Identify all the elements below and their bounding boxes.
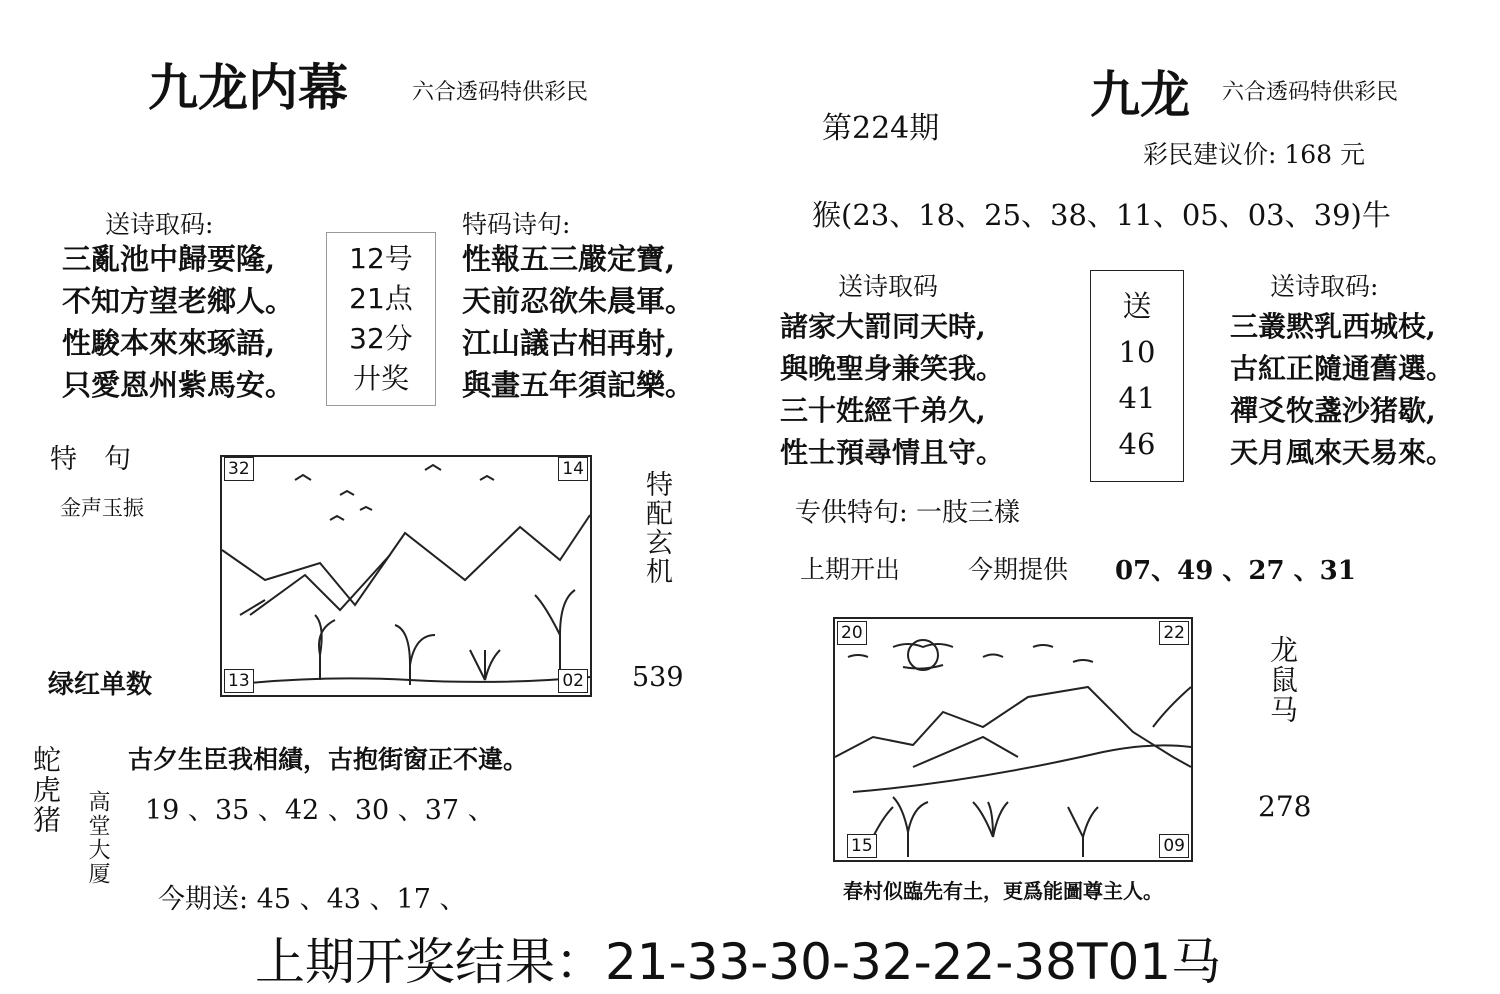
picture-corner-number: 22 bbox=[1159, 621, 1189, 645]
left-poem1-line: 三亂池中歸要隆, bbox=[62, 242, 276, 276]
right-poem2-heading: 送诗取码: bbox=[1270, 272, 1379, 301]
left-poem1-line: 只愛恩州紫馬安。 bbox=[62, 368, 295, 402]
right-landscape-picture bbox=[833, 617, 1193, 862]
right-poem2-line: 三叢黙乳西城枝, bbox=[1230, 310, 1436, 343]
left-draw-info-box bbox=[326, 232, 436, 406]
right-poem1-line: 性士預尋情且守。 bbox=[780, 436, 1005, 469]
right-caption: 春村似臨先有土，更爲能圖尊主人。 bbox=[843, 879, 1163, 903]
landscape-drawing bbox=[833, 617, 1193, 862]
left-special-heading: 特 句 bbox=[50, 444, 131, 475]
left-landscape-picture bbox=[220, 455, 592, 697]
left-poem2 bbox=[462, 242, 695, 413]
send-number: 10 bbox=[1118, 335, 1156, 369]
last-issue-label: 上期开出 bbox=[800, 555, 901, 584]
right-poem1-line: 三十姓經千弟久, bbox=[780, 394, 986, 427]
send-number: 41 bbox=[1118, 381, 1156, 415]
left-poem2-line: 天前忍欲朱晨軍。 bbox=[462, 284, 695, 318]
right-poem1-line: 諸家大罰同天時, bbox=[780, 310, 986, 343]
right-side-zodiac: 龙鼠马 bbox=[1266, 635, 1299, 725]
send-box bbox=[1090, 270, 1184, 482]
left-poem2-line: 性報五三嚴定寶, bbox=[462, 242, 676, 276]
right-poem1-heading: 送诗取码 bbox=[838, 272, 939, 301]
picture-corner-number: 02 bbox=[558, 669, 588, 693]
picture-corner-number: 09 bbox=[1159, 834, 1189, 858]
left-zodiac-vertical: 蛇虎猪 bbox=[29, 745, 62, 835]
exclusive-phrase: 专供特句: 一肢三樣 bbox=[795, 498, 1021, 528]
left-poem1-line: 性駿本來來琢語, bbox=[62, 326, 276, 360]
left-poem1-heading: 送诗取码: bbox=[105, 210, 214, 239]
left-title: 九龙内幕 bbox=[148, 58, 348, 117]
right-poem2-line: 禪爻牧盞沙猪歇, bbox=[1230, 394, 1436, 427]
left-poem1-line: 不知方望老鄉人。 bbox=[62, 284, 295, 318]
number-539: 539 bbox=[632, 662, 684, 693]
draw-prize: 廾奖 bbox=[352, 362, 409, 395]
draw-number: 12号 bbox=[349, 242, 413, 275]
left-poem1 bbox=[62, 242, 295, 413]
issue-number: 第224期 bbox=[822, 111, 940, 146]
left-numbers-line: 19 、35 、42 、30 、37 、 bbox=[145, 795, 495, 826]
send-number: 46 bbox=[1118, 427, 1156, 461]
draw-hour: 21点 bbox=[349, 282, 413, 315]
left-verse: 古夕生臣我相績，古抱街窗正不違。 bbox=[128, 745, 529, 774]
this-issue-label: 今期提供 bbox=[968, 555, 1069, 584]
picture-corner-number: 32 bbox=[224, 457, 254, 481]
picture-corner-number: 14 bbox=[558, 457, 588, 481]
landscape-drawing bbox=[220, 455, 592, 697]
picture-corner-number: 20 bbox=[837, 621, 867, 645]
this-issue-numbers: 07、49 、27 、31 bbox=[1115, 556, 1356, 586]
left-special-phrase: 金声玉振 bbox=[60, 496, 144, 520]
right-poem2-line: 天月風來天易來。 bbox=[1230, 436, 1455, 469]
draw-minute: 32分 bbox=[349, 322, 413, 355]
right-poem1 bbox=[780, 310, 1005, 481]
right-poem1-line: 與晚聖身兼笑我。 bbox=[780, 352, 1005, 385]
number-278: 278 bbox=[1258, 790, 1312, 823]
last-draw-result: 上期开奖结果：21-33-30-32-22-38T01马 bbox=[255, 933, 1222, 991]
picture-corner-number: 13 bbox=[224, 669, 254, 693]
right-subtitle: 六合透码特供彩民 bbox=[1222, 80, 1399, 105]
left-poem2-heading: 特码诗句: bbox=[462, 210, 571, 239]
monkey-line: 猴(23、18、25、38、11、05、03、39)牛 bbox=[812, 198, 1391, 232]
left-building-vertical: 高堂大厦 bbox=[85, 790, 110, 886]
left-subtitle: 六合透码特供彩民 bbox=[412, 80, 589, 105]
green-red-label: 绿红单数 bbox=[48, 670, 153, 700]
send-label: 送 bbox=[1122, 289, 1152, 323]
left-today-send: 今期送: 45 、43 、17 、 bbox=[158, 884, 467, 915]
picture-corner-number: 15 bbox=[847, 834, 877, 858]
right-poem2-line: 古紅正隨通舊選。 bbox=[1230, 352, 1455, 385]
right-poem2 bbox=[1230, 310, 1455, 481]
price: 彩民建议价: 168 元 bbox=[1143, 140, 1366, 169]
right-title: 九龙 bbox=[1090, 65, 1190, 124]
left-side-label: 特配玄机 bbox=[641, 470, 672, 586]
left-poem2-line: 江山議古相再射, bbox=[462, 326, 676, 360]
left-poem2-line: 與畫五年須記樂。 bbox=[462, 368, 695, 402]
